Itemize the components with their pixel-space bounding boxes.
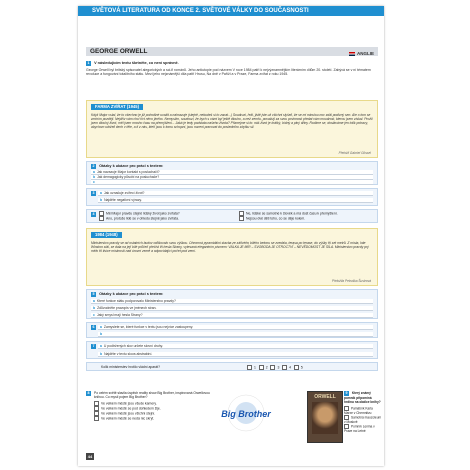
answer-line[interactable]: a Jak označuje zvířecí život? bbox=[98, 191, 373, 196]
excerpt-1984-title: 1984 (1948) bbox=[91, 232, 122, 238]
option-item[interactable]: Pomník Lenina v Praze na Letné bbox=[344, 424, 375, 433]
checkbox[interactable] bbox=[99, 216, 104, 221]
farm-excerpt-title: FARMA ZVÍŘAT (1945) bbox=[91, 104, 143, 110]
worksheet-page bbox=[78, 6, 384, 466]
farm-excerpt-box bbox=[86, 100, 378, 158]
checkbox[interactable] bbox=[294, 365, 299, 370]
option-item[interactable]: Samotná mauzoleum v Moskvě bbox=[344, 415, 382, 424]
task-6-box bbox=[86, 322, 378, 338]
option-item[interactable]: Nejsou dvě děti toho, co se děje kolem. bbox=[239, 216, 377, 221]
page-number: 44 bbox=[87, 454, 93, 459]
answer-line[interactable]: b Jak demagogicky působí na posluchače? bbox=[91, 175, 373, 180]
task-number-badge: 5 bbox=[92, 292, 95, 296]
option-item[interactable]: Ve velkém městě se pod dohledem žije. bbox=[94, 406, 214, 411]
farm-excerpt-source: Přeložil Gabriel Gössel bbox=[338, 151, 371, 155]
book-cover-image bbox=[307, 391, 343, 443]
task-title-text: Otázky k ukázce pro práci s textem: bbox=[99, 164, 164, 168]
checkbox[interactable] bbox=[270, 365, 275, 370]
task-9 bbox=[344, 391, 382, 433]
answer-line[interactable]: a Jak navazuje Major kontakt s posluchači? bbox=[91, 170, 373, 175]
task-2-box bbox=[86, 161, 378, 185]
task-5-title bbox=[91, 292, 163, 297]
excerpt-1984-source: Přeložila Petruška Šustrová bbox=[331, 279, 371, 283]
rating-options: 1 2 3 4 5 bbox=[247, 365, 303, 370]
task-8 bbox=[86, 391, 214, 435]
task-4-box bbox=[86, 209, 378, 223]
task-number-badge: 3 bbox=[92, 191, 95, 195]
answer-line[interactable]: b Najděte v textu slova abstraktní. bbox=[98, 352, 373, 357]
option-item[interactable]: Památník Karla Marxe v Chemnitzu bbox=[344, 406, 373, 415]
answer-line[interactable]: a U podtržených slov určete slovní druhy. bbox=[98, 344, 373, 349]
task-1-paragraph[interactable]: George Orwell byl britský spisovatel alegorických a sci-fi románů. Jeho antiutopie pod názvem V roce 1984 patří k nejvýznamnějším literárním dílům 20. století. Zabývá se v ní tématem revoluce a fungování totalitního státu. Mezi jeho nejznámější díla patří Hrusu, Na dně v Paříži a v Praze, Farma zvířat z roku 1945. bbox=[86, 68, 371, 77]
task-number-badge: 1 bbox=[87, 61, 90, 65]
answer-line[interactable]: b bbox=[98, 332, 373, 337]
option-item[interactable]: Ne, lidské se samotné k člověk a má dost času k přemýšlení. bbox=[239, 211, 377, 216]
task-number-badge: 9 bbox=[345, 391, 348, 395]
portrait-illustration bbox=[312, 402, 338, 434]
option-item[interactable]: Ve velkém městě jsou všude kamery. bbox=[94, 401, 214, 406]
checkbox[interactable] bbox=[247, 365, 252, 370]
big-brother-logo bbox=[216, 393, 276, 433]
task-5-box bbox=[86, 289, 378, 319]
farm-excerpt-text: Když Major vstal, že to všechno je již pohodlné uvažit a nahrazuje (stejně, nebudeš si to zacat...) Soudruzi, řekl, jistě jste už všichni slyšeli, že se mi minulou noc zdál podivný sen. Ale o tom se zmíním později. Nejdřív vám chci říct něco jiného. Nemyslím, soudruzi, že bych s vámi byl ještě dlouho, a než zemřu, považuji za svou povinnost předat vám moudrost, kterou jsem získal. Prožil jsem dlouhý život, měl jsem mnoho času na přemýšlení... Jaká je tedy podstata našeho života? Přiznejme si to: náš život je krátký, bídný a plný dřiny. Rodíme se, dostáváme jen tolik potravy, abychom udrželi dech v těle, a ti z nás, kteří jsou k tomu schopni, jsou nuceni pracovat do posledního zbytku sil. bbox=[91, 113, 373, 130]
answer-line[interactable]: c bbox=[91, 180, 373, 185]
uk-flag-icon bbox=[349, 52, 355, 56]
task-number-badge: 2 bbox=[92, 164, 95, 168]
checkbox bbox=[94, 416, 99, 421]
task-number-badge: 6 bbox=[92, 325, 95, 329]
task-prompt-text: V následujícím textu škrtněte, co není správně. bbox=[94, 61, 179, 65]
book-cover-title: ORWELL bbox=[314, 394, 336, 400]
option-item[interactable]: Ano, protože lidé se v ohledu stejně jako zvířata. bbox=[99, 216, 234, 221]
task-number-badge: 8 bbox=[87, 391, 90, 395]
country-name: ANGLIE bbox=[356, 51, 374, 56]
answer-line[interactable]: a Které funkce státu podporovalo Ministerstvo pravdy? bbox=[91, 299, 373, 304]
big-brother-logo-text: Big Brother bbox=[221, 409, 271, 419]
answer-line[interactable]: b Najděte negativní výrazy. bbox=[98, 198, 373, 203]
rating-label: Kolik ministerstev hrotilo vládní aparát? bbox=[101, 365, 160, 369]
answer-line[interactable]: a Zamyslete se, které funkce v textu jsou nejvíce zastoupeny. bbox=[98, 325, 373, 330]
task-number-badge: 7 bbox=[92, 344, 95, 348]
answer-line[interactable]: c Jaký smysl mají hesla Strany? bbox=[91, 313, 373, 318]
task-9-title: Který známý pomník připomíná hrdinu na obálce knihy? bbox=[344, 391, 381, 404]
task-title-text: Otázky k ukázce pro práci s textem: bbox=[99, 292, 164, 296]
task-1-prompt bbox=[86, 61, 378, 66]
section-title bbox=[86, 47, 378, 56]
task-7-box bbox=[86, 341, 378, 359]
task-number-badge: 4 bbox=[92, 212, 95, 216]
excerpt-1984-box bbox=[86, 228, 378, 286]
task-2-title bbox=[91, 164, 163, 169]
option-item[interactable]: Měl Major pravdu stejně lidský život jako zvířata? bbox=[99, 211, 234, 216]
task-3-box bbox=[86, 188, 378, 206]
task-8-text: Po celém světě slavila úspěch reality show Big Brother, inspirovaná Orwellovou knihou. Co myslí pojem Big Brother? bbox=[94, 391, 210, 399]
option-item[interactable]: Ve velkém městě se nedá nic skrýt. bbox=[94, 416, 214, 421]
checkbox[interactable] bbox=[259, 365, 264, 370]
option-item[interactable]: Ve velkém městě jsou všichni stejní. bbox=[94, 411, 214, 416]
rating-row bbox=[86, 362, 378, 371]
excerpt-1984-text: Ministerstvo pravdy se od ostatních budov odlišovalo svou výškou. Ohromná pyramidální stavba ze zářivého bílého betonu se zvedala, terasa po terase, do výšky tří set metrů. Z místa, kde Winston stál, se dala na její bílé průčelí přečíst tři hesla Strany, vytesaná elegantním písmem: VÁLKA JE MÍR – SVOBODA JE OTROCTVÍ – NEVĚDOMOST JE SÍLA. Ministerstvo pravdy prý mělo tři tisíce místností nad úrovní země a odpovídající počet pod zemí. bbox=[91, 241, 369, 254]
chapter-header: SVĚTOVÁ LITERATURA OD KONCE 2. SVĚTOVÉ VÁLKY DO SOUČASNOSTI bbox=[78, 6, 384, 16]
author-heading: GEORGE ORWELL bbox=[90, 48, 148, 55]
country-label bbox=[349, 49, 374, 58]
checkbox[interactable] bbox=[282, 365, 287, 370]
checkbox[interactable] bbox=[239, 216, 244, 221]
answer-line[interactable]: b Zdůvodněte pravopis ve jménech stran. bbox=[91, 306, 373, 311]
